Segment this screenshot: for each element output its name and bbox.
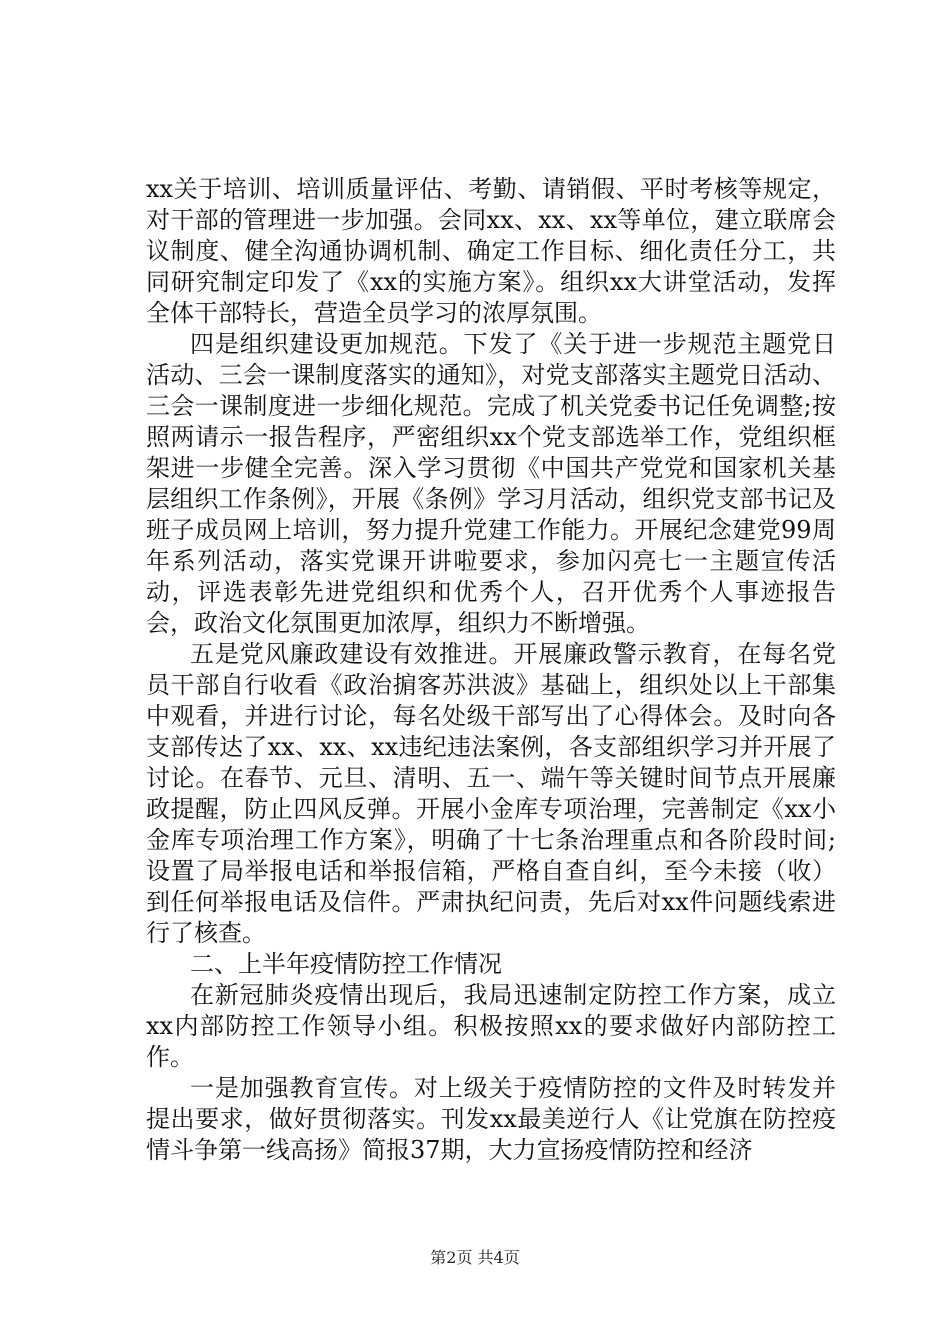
paragraph-organization-building: 四是组织建设更加规范。下发了《关于进一步规范主题党日活动、三会一课制度落实的通知》，对党支部落实主题党日活动、三会一课制度进一步细化规范。完成了机关党委书记任免调整;按照两请示一报告程序，严密组织xx个党支部选举工作，党组织框架进一步健全完善。深入学习贯彻《中国共产党党和国家机关基层组织工作条例》，开展《条例》学习月活动，组织党支部书记及班子成员网上培训，努力提升党建工作能力。开展纪念建党99周年系列活动，落实党课开讲啦要求，参加闪亮七一主题宣传活动，评选表彰先进党组织和优秀个人，召开优秀个人事迹报告会，政治文化氛围更加浓厚，组织力不断增强。 (146, 330, 836, 637)
page-number-footer: 第2页 共4页 (430, 1248, 520, 1267)
paragraph-training-management: xx关于培训、培训质量评估、考勤、请销假、平时考核等规定，对干部的管理进一步加强。会同xx、xx、xx等单位，建立联席会议制度、健全沟通协调机制、确定工作目标、细化责任分工，共同研究制定印发了《xx的实施方案》。组织xx大讲堂活动，发挥全体干部特长，营造全员学习的浓厚氛围。 (146, 175, 836, 327)
paragraph-epidemic-response: 在新冠肺炎疫情出现后，我局迅速制定防控工作方案，成立xx内部防控工作领导小组。积极按照xx的要求做好内部防控工作。 (146, 981, 836, 1071)
paragraph-education-publicity: 一是加强教育宣传。对上级关于疫情防控的文件及时转发并提出要求，做好贯彻落实。刊发xx最美逆行人《让党旗在防控疫情斗争第一线高扬》简报37期，大力宣扬疫情防控和经济 (146, 1074, 836, 1164)
document-body (146, 174, 836, 1166)
section-heading-epidemic-control: 二、上半年疫情防控工作情况 (190, 950, 502, 978)
paragraph-clean-governance: 五是党风廉政建设有效推进。开展廉政警示教育，在每名党员干部自行收看《政治掮客苏洪波》基础上，组织处以上干部集中观看，并进行讨论，每名处级干部写出了心得体会。及时向各支部传达了xx、xx、xx违纪违法案例，各支部组织学习并开展了讨论。在春节、元旦、清明、五一、端午等关键时间节点开展廉政提醒，防止四风反弹。开展小金库专项治理，完善制定《xx小金库专项治理工作方案》，明确了十七条治理重点和各阶段时间;设置了局举报电话和举报信箱，严格自查自纠，至今未接（收）到任何举报电话及信件。严肃执纪问责，先后对xx件问题线索进行了核查。 (146, 640, 836, 947)
